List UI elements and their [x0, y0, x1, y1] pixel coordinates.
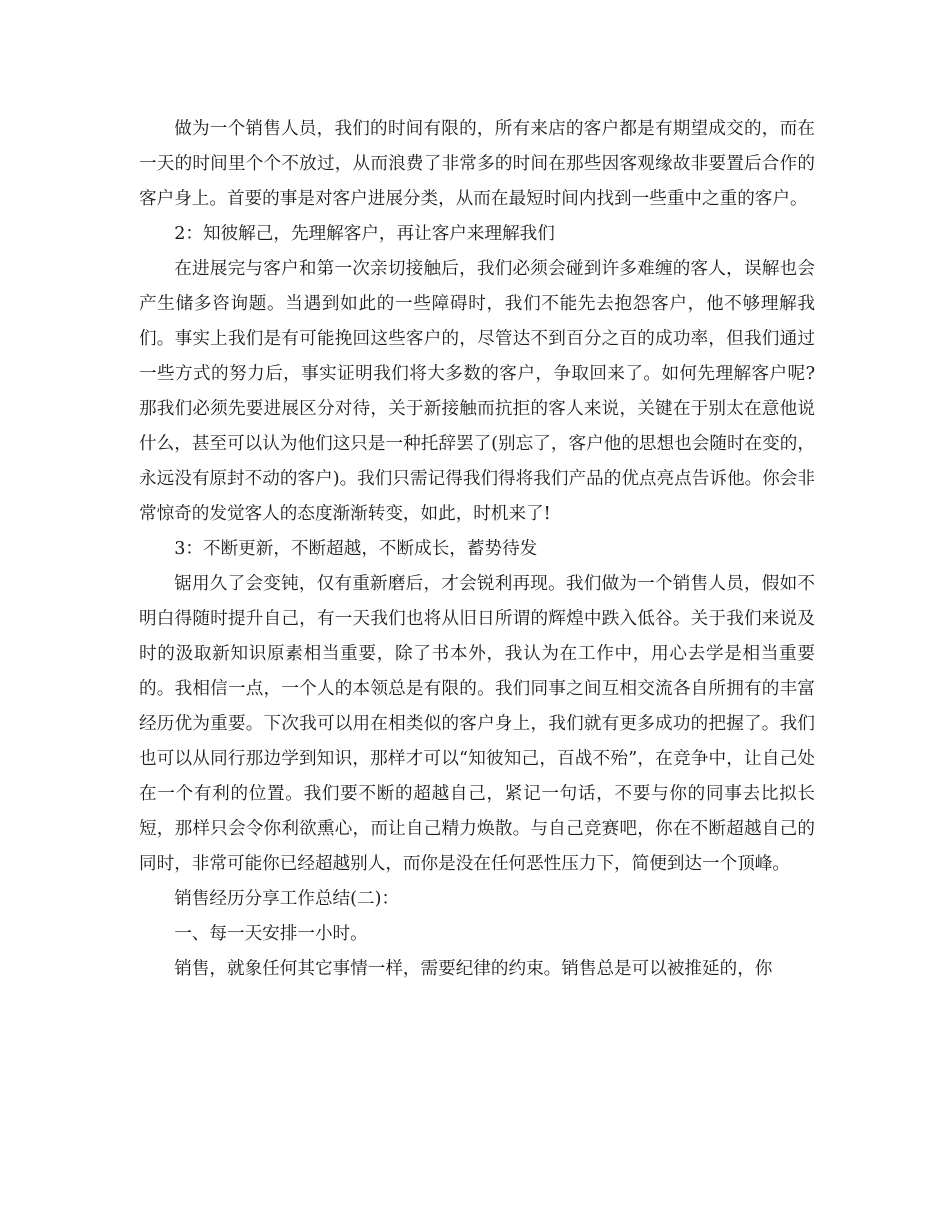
- document-body: [139, 112, 815, 987]
- heading-item-1: 一、每一天安排一小时。: [174, 924, 368, 944]
- paragraph-point-2: 在进展完与客户和第一次亲切接触后，我们必须会碰到许多难缠的客人，误解也会产生储多咨询题。当遇到如此的一些障碍时，我们不能先去抱怨客户，他不够理解我们。事实上我们是有可能挽回这些客户的，尽管达不到百分之百的成功率，但我们通过一些方式的努力后，事实证明我们将大多数的客户，争取回来了。如何先理解客户呢?那我们必须先要进展区分对待，关于新接触而抗拒的客人来说，关键在于别太在意他说什么，甚至可以认为他们这只是一种托辞罢了(别忘了，客户他的思想也会随时在变的，永远没有原封不动的客户)。我们只需记得我们得将我们产品的优点亮点告诉他。你会非常惊奇的发觉客人的态度渐渐转变，如此，时机来了!: [139, 259, 815, 524]
- section-title-part-2: 销售经历分享工作总结(二)：: [174, 889, 400, 909]
- heading-point-3: 3：不断更新，不断超越，不断成长，蓄势待发: [174, 539, 538, 559]
- heading-point-2: 2：知彼解己，先理解客户，再让客户来理解我们: [174, 224, 555, 244]
- paragraph-intro: 做为一个销售人员，我们的时间有限的，所有来店的客户都是有期望成交的，而在一天的时间里个个不放过，从而浪费了非常多的时间在那些因客观缘故非要置后合作的客户身上。首要的事是对客户进展分类，从而在最短时间内找到一些重中之重的客户。: [139, 119, 815, 209]
- paragraph-item-1: 销售，就象任何其它事情一样，需要纪律的约束。销售总是可以被推延的，你: [174, 959, 773, 979]
- paragraph-point-3: 锯用久了会变钝，仅有重新磨后，才会锐利再现。我们做为一个销售人员，假如不明白得随时提升自己，有一天我们也将从旧日所谓的辉煌中跌入低谷。关于我们来说及时的汲取新知识原素相当重要，除了书本外，我认为在工作中，用心去学是相当重要的。我相信一点，一个人的本领总是有限的。我们同事之间互相交流各自所拥有的丰富经历优为重要。下次我可以用在相类似的客户身上，我们就有更多成功的把握了。我们也可以从同行那边学到知识，那样才可以“知彼知己，百战不殆”，在竞争中，让自己处在一个有利的位置。我们要不断的超越自己，紧记一句话，不要与你的同事去比拟长短，那样只会令你利欲熏心，而让自己精力焕散。与自己竞赛吧，你在不断超越自己的同时，非常可能你已经超越别人，而你是没在任何恶性压力下，简便到达一个顶峰。: [139, 574, 815, 874]
